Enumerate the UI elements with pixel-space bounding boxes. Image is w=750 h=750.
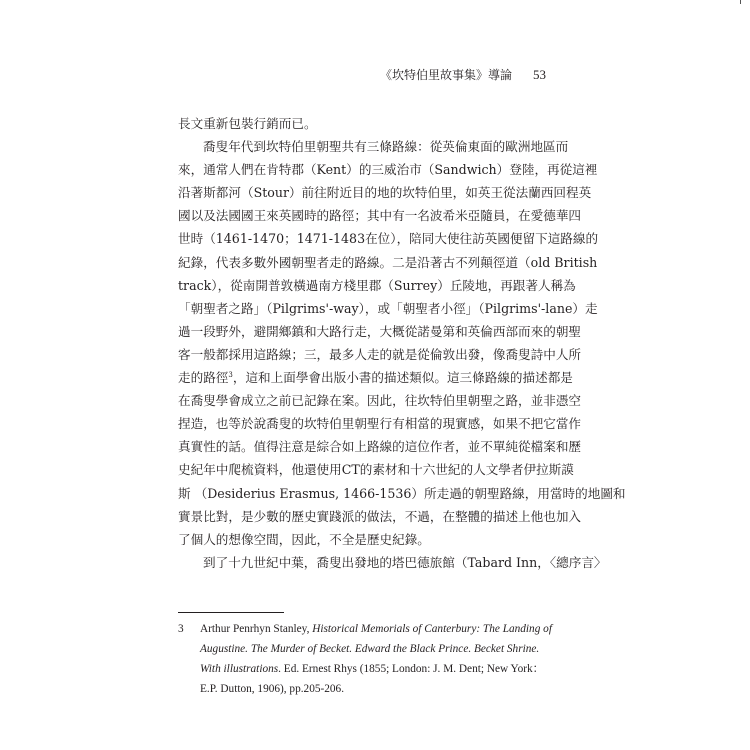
text-line: 過一段野外，避開鄉鎮和大路行走，大概從諾曼第和英倫西部而來的朝聖 <box>178 323 581 339</box>
footnote-publication: . Ed. Ernest Rhys (1855; London: J. M. Dent; New York：E.P. Dutton, 1906), pp.205-206. <box>200 663 544 695</box>
text-segment: 走的路徑 <box>178 370 229 386</box>
text-line: 真實性的話。值得注意是綜合如上路線的這位作者，並不單純從檔案和歷 <box>178 439 581 455</box>
footnote <box>178 619 558 699</box>
text-line: 「朝聖者之路」（Pilgrims'-way），或「朝聖者小徑」（Pilgrims'-lane）走 <box>178 300 598 316</box>
footnote-rule <box>178 612 284 613</box>
text-segment: ，這和上面學會出版小書的描述類似。這三條路線的描述都是 <box>232 370 573 386</box>
running-header-title: 《坎特伯里故事集》導論 <box>380 68 513 82</box>
footnote-number: 3 <box>178 623 184 635</box>
text-line: 世時（1461-1470；1471-1483在位），陪同大使往訪英國便留下這路線的 <box>178 231 599 247</box>
text-line: 在喬叟學會成立之前已記錄在案。因此，往坎特伯里朝聖之路，並非憑空 <box>178 393 581 409</box>
footnote-book-title: Historical Memorials of Canterbury: The Landing of Augustine. The Murder of Becket. Edward the Black Prince. Becket Shrine. With illustrations <box>200 623 552 675</box>
text-line: 斯 （Desiderius Erasmus, 1466-1536）所走過的朝聖路線，用當時的地圖和 <box>178 485 626 501</box>
text-line: 史紀年中爬梳資料，他還使用CT的素材和十六世紀的人文學者伊拉斯謨 <box>178 462 574 478</box>
text-line: 捏造，也等於說喬叟的坎特伯里朝聖行有相當的現實感，如果不把它當作 <box>178 416 581 432</box>
footnote-marker: 3 <box>228 370 233 379</box>
running-header <box>380 66 546 84</box>
page-number: 53 <box>533 67 546 82</box>
text-line: 國以及法國國王來英國時的路徑；其中有一名波希米亞隨員，在愛德華四 <box>178 208 581 224</box>
footnote-text <box>200 619 558 699</box>
footnote-author: Arthur Penrhyn Stanley, <box>200 623 313 635</box>
text-line: 客一般都採用這路線；三，最多人走的就是從倫敦出發，像喬叟詩中人所 <box>178 346 581 362</box>
text-line: 來，通常人們在肯特郡（Kent）的三威治市（Sandwich）登陸，再從這裡 <box>178 162 598 178</box>
text-line: 了個人的想像空間，因此，不全是歷史紀錄。 <box>178 531 430 547</box>
text-line: 長文重新包裝行銷而已。 <box>178 116 317 131</box>
text-line: 到了十九世紀中葉，喬叟出發地的塔巴德旅館（Tabard Inn，〈總序言〉 <box>203 554 607 570</box>
text-line: track），從南開普敦橫過南方棧里郡（Surrey）丘陵地，再跟著人稱為 <box>178 277 576 293</box>
text-line: 沿著斯都河（Stour）前往附近目的地的坎特伯里，如英王從法蘭西回程英 <box>178 185 592 201</box>
text-line <box>178 366 573 389</box>
crop-mark <box>740 0 741 4</box>
main-text <box>178 112 626 574</box>
text-line: 喬叟年代到坎特伯里朝聖共有三條路線：從英倫東面的歐洲地區而 <box>203 139 569 155</box>
text-line: 實景比對，是少數的歷史實踐派的做法，不過，在整體的描述上他也加入 <box>178 508 581 524</box>
text-line: 紀錄，代表多數外國朝聖者走的路線。二是沿著古不列顛徑道（old British <box>178 254 598 270</box>
